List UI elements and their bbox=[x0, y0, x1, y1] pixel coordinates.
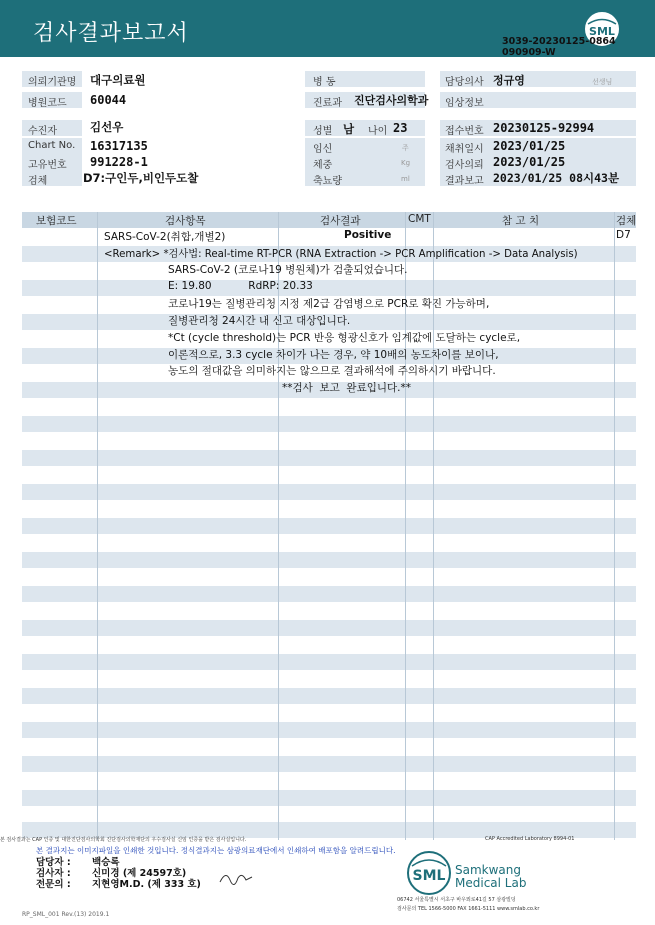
lab-address: 06742 서울특별시 서초구 바우뫼로41길 57 삼광빌딩 bbox=[397, 897, 516, 903]
id-value: 991228-1 bbox=[90, 155, 148, 169]
lab-phone: 검사문의 TEL 1566-5000 FAX 1661-5111 www.smlab.co.kr bbox=[397, 906, 540, 912]
remark-line: <Remark> *검사법: Real-time RT-PCR (RNA Extraction -> PCR Amplification -> Data Analysis) bbox=[104, 249, 578, 260]
examinee-value: 김선우 bbox=[90, 120, 124, 134]
document-number: 3039-20230125-0864 090909-W bbox=[502, 36, 616, 58]
result-line: SARS-CoV-2 (코로나19 병원체)가 검출되었습니다. bbox=[168, 264, 408, 276]
clinical-info-label: 임상정보 bbox=[445, 98, 484, 109]
pregnancy-label: 임신 bbox=[313, 144, 333, 155]
report-label: 결과보고 bbox=[445, 176, 484, 187]
person2-value: 신미경 (제 24597호) bbox=[92, 868, 187, 879]
result-line: *Ct (cycle threshold)는 PCR 반응 형광신호가 임계값에 도달하는 cycle로, bbox=[168, 332, 521, 344]
col-insurance-code: 보험코드 bbox=[36, 215, 77, 227]
person1-label: 담당자 : bbox=[36, 857, 71, 868]
weight-unit: Kg bbox=[401, 159, 411, 167]
hospital-code-label: 병원코드 bbox=[28, 98, 67, 109]
dept-value: 진단검사의학과 bbox=[354, 94, 429, 107]
receipt-value: 20230125-92994 bbox=[493, 121, 595, 135]
person3-value: 지현영M.D. (제 333 호) bbox=[92, 879, 201, 890]
chart-label: Chart No. bbox=[28, 140, 76, 151]
sex-label: 성별 bbox=[313, 126, 333, 137]
result-line: 이론적으로, 3.3 cycle 차이가 나는 경우, 약 10배의 농도차이를 보이나, bbox=[168, 349, 499, 361]
doctor-value: 정규영 bbox=[493, 74, 525, 87]
request-value: 2023/01/25 bbox=[493, 155, 566, 169]
result-line: 질병관리청 24시간 내 신고 대상입니다. bbox=[168, 315, 351, 327]
doctor-suffix: 선생님 bbox=[592, 78, 613, 86]
urine-label: 축뇨량 bbox=[313, 176, 342, 187]
weight-label: 체중 bbox=[313, 160, 333, 171]
report-title: 검사결과보고서 bbox=[33, 21, 189, 46]
col-reference: 참 고 치 bbox=[502, 215, 540, 227]
specimen-value: D7:구인두,비인두도찰 bbox=[83, 171, 199, 185]
collect-value: 2023/01/25 bbox=[493, 139, 566, 153]
cap-accreditation: CAP Accredited Laboratory 8994-01 bbox=[485, 836, 575, 842]
result-line: 농도의 절대값을 의미하지는 않으므로 결과해석에 주의하시기 바랍니다. bbox=[168, 365, 496, 377]
request-label: 검사의뢰 bbox=[445, 160, 484, 171]
ward-label: 병 동 bbox=[313, 77, 336, 88]
specimen-label: 검체 bbox=[28, 176, 48, 187]
urine-unit: ml bbox=[401, 175, 410, 183]
pregnancy-unit: 주 bbox=[402, 144, 409, 152]
col-result: 검사결과 bbox=[320, 215, 361, 227]
test-specimen-code: D7 bbox=[616, 229, 631, 241]
col-specimen: 검체 bbox=[616, 215, 637, 227]
report-value: 2023/01/25 08시43분 bbox=[493, 171, 620, 185]
image-print-notice: 본 결과지는 이미지파일을 인쇄한 것입니다. 정식결과지는 삼광의료재단에서 인쇄하여 배포함을 알려드립니다. bbox=[36, 846, 396, 855]
age-value: 23 bbox=[393, 121, 408, 135]
hospital-code-value: 60044 bbox=[90, 93, 127, 107]
doctor-label: 담당의사 bbox=[445, 77, 484, 88]
result-line: E: 19.80 RdRP: 20.33 bbox=[168, 280, 313, 292]
dept-label: 진료과 bbox=[313, 98, 342, 109]
person2-label: 검사자 : bbox=[36, 868, 71, 879]
person1-value: 백승록 bbox=[92, 857, 120, 868]
person3-label: 전문의 : bbox=[36, 879, 71, 890]
test-name: SARS-CoV-2(취합,개별2) bbox=[104, 231, 226, 243]
report-complete-text: **검사 보고 완료입니다.** bbox=[282, 382, 411, 394]
logo-text: SML bbox=[589, 25, 615, 38]
footer-logo-text: SML bbox=[412, 868, 446, 884]
request-org-value: 대구의료원 bbox=[90, 73, 146, 87]
chart-value: 16317135 bbox=[90, 139, 148, 153]
age-label: 나이 bbox=[368, 126, 388, 137]
test-result: Positive bbox=[344, 229, 392, 241]
col-cmt: CMT bbox=[408, 213, 431, 225]
collect-label: 채취일시 bbox=[445, 144, 484, 155]
result-line: 코로나19는 질병관리청 지정 제2급 감염병으로 PCR로 확진 가능하며, bbox=[168, 298, 490, 310]
sex-value: 남 bbox=[343, 122, 355, 136]
form-revision: RP_SML_001 Rev.(13) 2019.1 bbox=[22, 911, 110, 918]
receipt-label: 접수번호 bbox=[445, 126, 484, 137]
request-org-label: 의뢰기관명 bbox=[28, 77, 77, 88]
examinee-label: 수진자 bbox=[28, 126, 57, 137]
sml-footer-logo-icon bbox=[406, 850, 452, 896]
lab-name: Samkwang Medical Lab bbox=[455, 863, 527, 890]
accreditation-footnote: 본 검사결과는 CAP 인증 및 대한진단검사의학회 진단검사의학재단의 우수검사실 신임 인증을 받은 검사실입니다. bbox=[0, 837, 247, 843]
id-label: 고유번호 bbox=[28, 160, 67, 171]
col-test-item: 검사항목 bbox=[165, 215, 206, 227]
signature-icon bbox=[216, 868, 256, 886]
